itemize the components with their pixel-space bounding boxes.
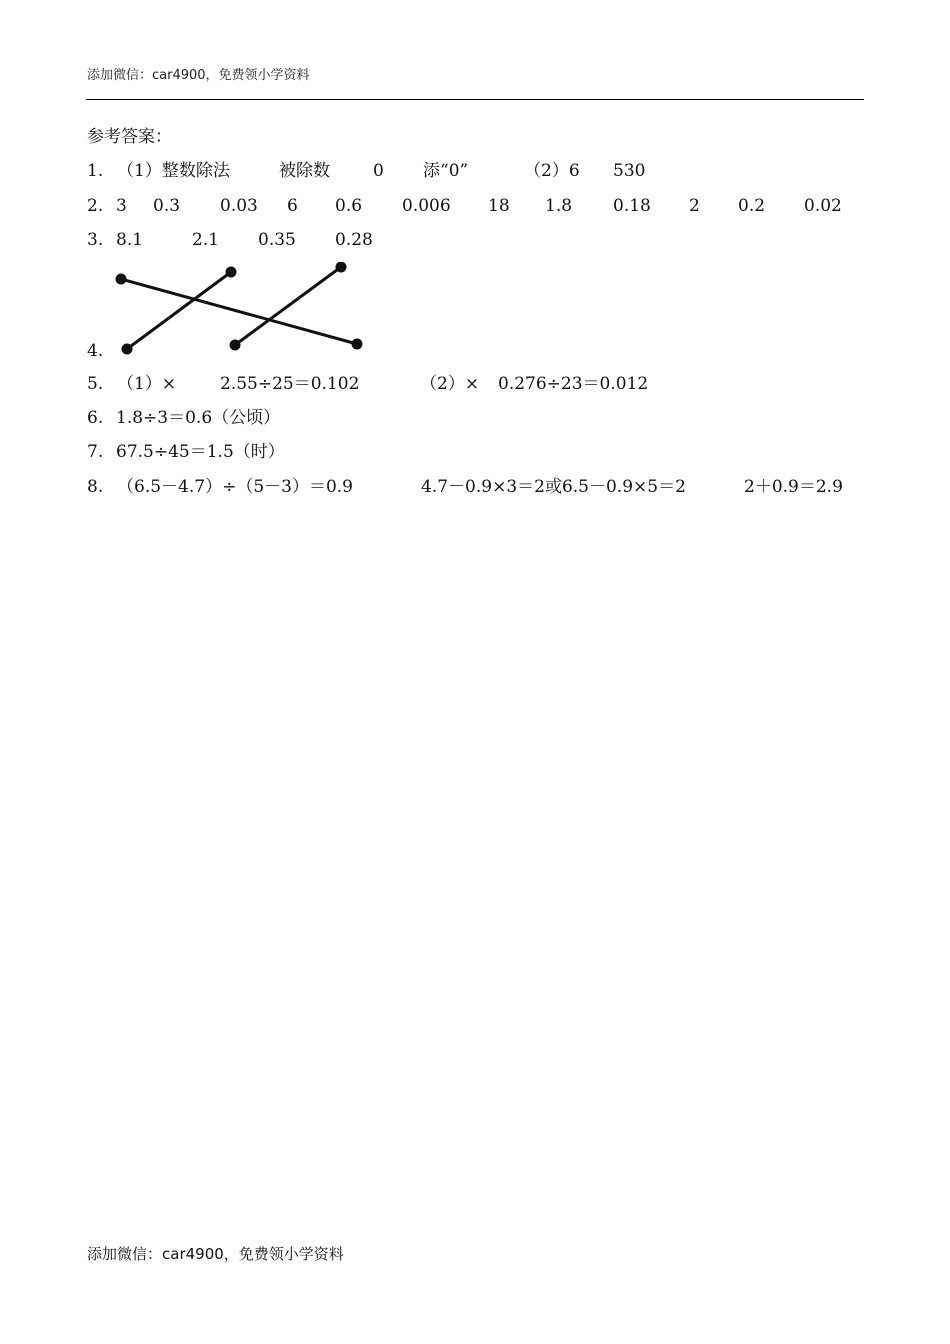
- question-number: 7.: [87, 442, 104, 462]
- endpoint-dot: [352, 339, 363, 350]
- answer-3: [87, 229, 867, 251]
- answer-7: [87, 441, 867, 463]
- answer-value: 3: [116, 196, 127, 216]
- answer-1: [87, 160, 867, 182]
- answer-value: 2: [689, 196, 700, 216]
- answer-value: 0.35: [258, 230, 296, 250]
- page-header: 添加微信：car4900，免费领小学资料: [87, 68, 310, 83]
- answer-value: （1）×: [117, 374, 177, 394]
- answer-value: 添“0”: [423, 161, 469, 181]
- matching-line: [235, 267, 341, 345]
- question-number: 8.: [87, 477, 104, 497]
- question-number: 3.: [87, 230, 104, 250]
- answer-value: 6: [287, 196, 298, 216]
- header-divider: [86, 99, 864, 100]
- answer-value: （2）6: [524, 161, 580, 181]
- answer-value: 4.7－0.9×3＝2或6.5－0.9×5＝2: [421, 477, 686, 497]
- answer-value: 0.28: [335, 230, 373, 250]
- answer-value: （6.5－4.7）÷（5－3）＝0.9: [117, 477, 353, 497]
- answer-value: （1）整数除法: [117, 161, 230, 181]
- question-number: 6.: [87, 408, 104, 428]
- answer-value: 1.8: [545, 196, 573, 216]
- answer-value: 0.18: [613, 196, 651, 216]
- answer-value: 0.006: [402, 196, 451, 216]
- answer-value: 0.6: [335, 196, 363, 216]
- question-number: 1.: [87, 161, 104, 181]
- endpoint-dot: [230, 340, 241, 351]
- answer-value: 530: [613, 161, 646, 181]
- answer-6: [87, 407, 867, 429]
- answer-value: 0.03: [220, 196, 258, 216]
- matching-lines-diagram: [112, 262, 367, 357]
- answer-value: 18: [488, 196, 510, 216]
- answer-value: 1.8÷3＝0.6（公顷）: [116, 408, 281, 428]
- answer-value: 2.1: [192, 230, 220, 250]
- answer-value: 0: [373, 161, 384, 181]
- answers-title: 参考答案：: [87, 127, 172, 147]
- answer-value: 2＋0.9＝2.9: [744, 477, 843, 497]
- answer-2: [87, 195, 867, 217]
- answer-value: 被除数: [279, 161, 330, 181]
- endpoint-dot: [336, 262, 347, 273]
- answer-5: [87, 373, 867, 395]
- matching-line: [121, 279, 357, 344]
- answer-value: （2）×: [420, 374, 480, 394]
- question-number: 2.: [87, 196, 104, 216]
- answer-value: 0.3: [153, 196, 181, 216]
- page-footer: 添加微信：car4900，免费领小学资料: [87, 1245, 344, 1263]
- endpoint-dot: [122, 344, 133, 355]
- answer-8: [87, 476, 867, 498]
- answer-4-number: 4.: [87, 341, 104, 361]
- endpoint-dot: [226, 267, 237, 278]
- answer-value: 0.2: [738, 196, 766, 216]
- answer-value: 67.5÷45＝1.5（时）: [116, 442, 285, 462]
- answer-value: 8.1: [116, 230, 144, 250]
- answer-value: 2.55÷25＝0.102: [220, 374, 360, 394]
- question-number: 5.: [87, 374, 104, 394]
- answer-value: 0.02: [804, 196, 842, 216]
- answer-value: 0.276÷23＝0.012: [498, 374, 649, 394]
- endpoint-dot: [116, 274, 127, 285]
